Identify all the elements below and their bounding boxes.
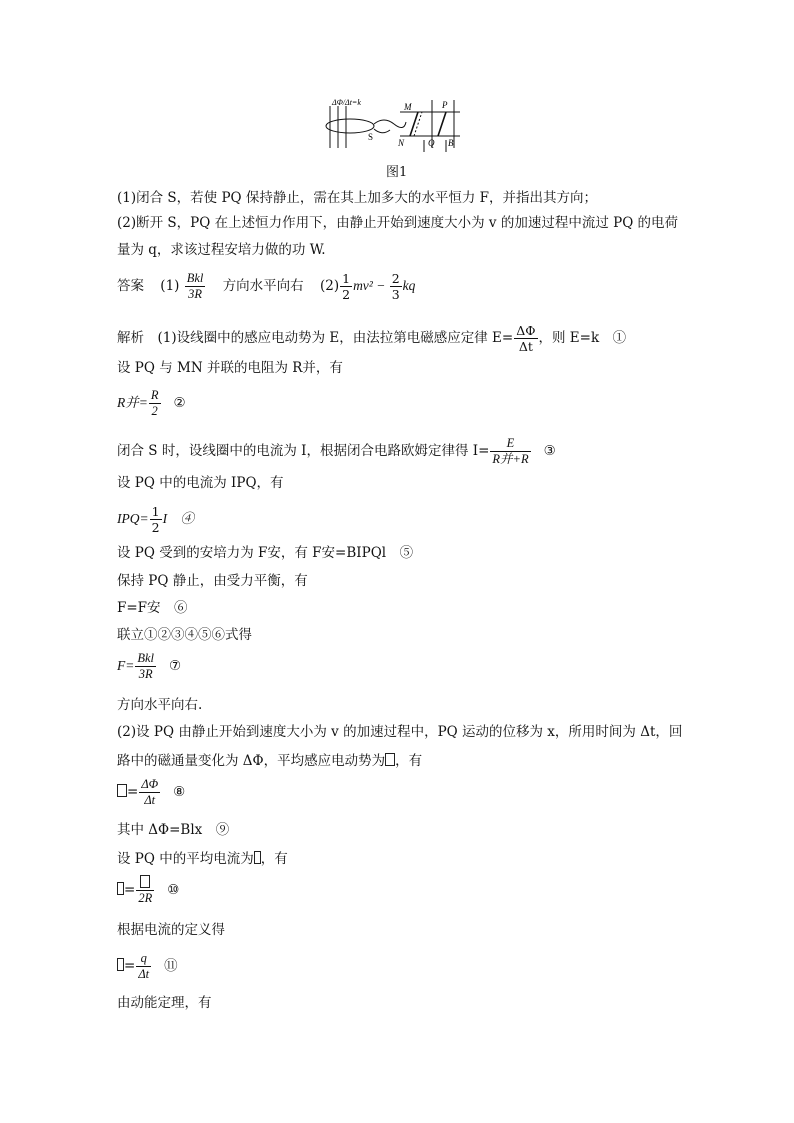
figure-label-b: B xyxy=(448,138,454,148)
avg-current-symbol xyxy=(117,958,124,971)
figure-label-flux: ΔΦ/Δt=k xyxy=(332,98,361,107)
solution-line-13: (2)设 PQ 由静止开始到速度大小为 v 的加速过程中，PQ 运动的位移为 x，所用时间为 Δt，回 xyxy=(117,724,683,740)
solution-line-11: F= $\frac{\text{Bkl}}{3R}$ ⑦ xyxy=(117,651,182,681)
rod-mn xyxy=(410,112,418,136)
figure-label-m: M xyxy=(404,102,412,112)
solution-line-20: = $\frac{q}{\Delta t}$ ⑪ xyxy=(117,951,178,982)
avg-emf-symbol xyxy=(140,875,150,888)
answer-part2-expr: mv² − xyxy=(353,278,389,293)
answer-label: 答案 xyxy=(117,278,144,294)
avg-current-symbol xyxy=(254,851,261,864)
avg-current-symbol xyxy=(117,882,124,895)
solution-line-9: F=F安 ⑥ xyxy=(117,600,188,616)
coil xyxy=(326,119,374,133)
solution-line-2: 设 PQ 与 MN 并联的电阻为 R并，有 xyxy=(117,360,343,376)
figure-label-p: P xyxy=(442,100,448,110)
answer-part1-fraction: $\frac{\text{Bkl}}{3R}$ xyxy=(186,271,204,301)
solution-line-5: 设 PQ 中的电流为 IPQ，有 xyxy=(117,475,284,491)
solution-line-17: 设 PQ 中的平均电流为 ，有 xyxy=(117,851,288,867)
solution-line-21: 由动能定理，有 xyxy=(117,995,212,1011)
answer-part2-tail: kq xyxy=(402,278,416,293)
solution-line-12: 方向水平向右. xyxy=(117,697,203,713)
solution-line-14: 路中的磁通量变化为 ΔΦ，平均感应电动势为 ，有 xyxy=(117,753,423,769)
answer-part2-tag: (2) xyxy=(319,278,340,294)
figure-label-s: S xyxy=(368,132,374,142)
answer-half-fraction: $\frac{1}{2}$ xyxy=(342,271,351,302)
solution-line-6: IPQ= $\frac{1}{2}$ I ④ xyxy=(117,504,195,535)
question-part-2b: 量为 q，求该过程安培力做的功 W. xyxy=(117,242,326,258)
question-part-1: (1)闭合 S，若使 PQ 保持静止，需在其上加多大的水平恒力 F，并指出其方向； xyxy=(117,190,598,206)
circuit-figure xyxy=(320,96,470,158)
solution-line-15: = $\frac{\Delta\Phi}{\Delta t}$ ⑧ xyxy=(117,777,185,808)
solution-line-16: 其中 ΔΦ=Blx ⑨ xyxy=(117,822,230,838)
answer-two-thirds-fraction: $\frac{2}{3}$ xyxy=(391,271,400,302)
solution-line-3: R并= $\frac{R}{2}$ ② xyxy=(117,388,186,418)
solution-line-7: 设 PQ 受到的安培力为 F安，有 F安=BIPQl ⑤ xyxy=(117,545,414,561)
avg-emf-symbol xyxy=(385,753,395,766)
figure-caption: 图1 xyxy=(386,165,408,180)
solution-line-1: 解析 (1)设线圈中的感应电动势为 E，由法拉第电磁感应定律 E= $\frac{\Delta\Phi}{\Delta t}$ ，则 E=k ① xyxy=(117,323,627,354)
avg-emf-symbol xyxy=(117,784,127,797)
solution-line-19: 根据电流的定义得 xyxy=(117,922,225,938)
rod-pq xyxy=(438,112,446,136)
solution-line-10: 联立①②③④⑤⑥式得 xyxy=(117,627,252,643)
solution-line-18: = 2R ⑩ xyxy=(117,875,179,906)
answer-direction: 方向水平向右 xyxy=(222,278,304,294)
figure-label-q: Q xyxy=(428,138,435,148)
solution-line-8: 保持 PQ 静止，由受力平衡，有 xyxy=(117,573,308,589)
question-part-2a: (2)断开 S，PQ 在上述恒力作用下，由静止开始到速度大小为 v 的加速过程中流过 PQ 的电荷 xyxy=(117,215,679,231)
answer-part1-tag: (1) xyxy=(160,278,180,294)
answer-line xyxy=(117,271,415,302)
figure-label-n: N xyxy=(398,138,405,148)
faraday-fraction: $\frac{\Delta\Phi}{\Delta t}$ xyxy=(516,323,536,354)
solution-line-4: 闭合 S 时，设线圈中的电流为 I，根据闭合电路欧姆定律得 I= $\frac{E}{\text{R并+R}}$ ③ xyxy=(117,436,556,466)
